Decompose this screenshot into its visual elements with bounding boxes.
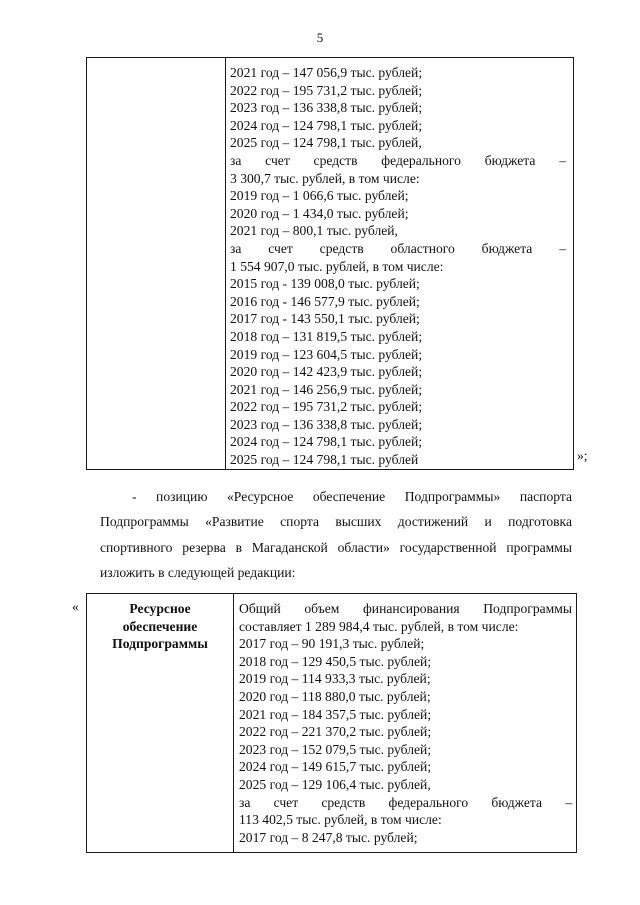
funding-line: 2017 год – 90 191,3 тыс. рублей; (239, 636, 425, 652)
column-divider (225, 58, 226, 469)
row-header (91, 600, 229, 653)
funding-line: 2023 год – 152 079,5 тыс. рублей; (239, 741, 432, 757)
funding-line: 2025 год – 124 798,1 тыс. рублей (230, 452, 419, 468)
row-header-line: обеспечение (122, 618, 198, 634)
funding-line: 2021 год – 147 056,9 тыс. рублей; (230, 65, 423, 80)
funding-line: 2015 год - 139 008,0 тыс. рублей; (230, 276, 420, 292)
funding-line: Общий объем финансирования Подпрограммы (239, 601, 572, 616)
funding-line: 2017 год – 8 247,8 тыс. рублей; (239, 829, 418, 845)
funding-line: 2022 год – 221 370,2 тыс. рублей; (239, 724, 432, 740)
funding-line: 2022 год – 195 731,2 тыс. рублей; (230, 399, 423, 415)
funding-line: за счет средств областного бюджета – (230, 240, 566, 256)
funding-line: 3 300,7 тыс. рублей, в том числе: (230, 170, 420, 186)
page-number: 5 (316, 30, 324, 45)
funding-line: 2019 год – 114 933,3 тыс. рублей; (239, 671, 431, 687)
funding-line: 2018 год – 131 819,5 тыс. рублей; (230, 328, 423, 344)
opening-quote: « (72, 599, 79, 614)
funding-line: 2024 год – 124 798,1 тыс. рублей; (230, 117, 423, 133)
funding-line: 2022 год – 195 731,2 тыс. рублей; (230, 82, 423, 98)
funding-line: за счет средств федерального бюджета – (230, 152, 566, 168)
funding-line: 2024 год – 149 615,7 тыс. рублей; (239, 759, 432, 775)
funding-line: 1 554 907,0 тыс. рублей, в том числе: (230, 258, 444, 274)
funding-line: 2019 год – 1 066,6 тыс. рублей; (230, 188, 409, 204)
column-divider (233, 594, 234, 852)
funding-line: 2021 год – 184 357,5 тыс. рублей; (239, 706, 432, 722)
funding-line: 2021 год – 800,1 тыс. рублей, (230, 223, 398, 239)
row-header-line: Подпрограммы (112, 636, 208, 652)
funding-line: 2025 год – 124 798,1 тыс. рублей, (230, 135, 422, 151)
amendment-text: - позицию «Ресурсное обеспечение Подпрограммы» паспорта (132, 489, 572, 504)
funding-line: 2020 год – 1 434,0 тыс. рублей; (230, 205, 409, 221)
row-header-line: Ресурсное (129, 601, 191, 616)
funding-line: 2020 год – 142 423,9 тыс. рублей; (230, 364, 423, 380)
funding-line: за счет средств федерального бюджета – (239, 794, 572, 810)
funding-line: 2016 год - 146 577,9 тыс. рублей; (230, 293, 420, 309)
funding-line: составляет 1 289 984,4 тыс. рублей, в том числе: (239, 618, 519, 634)
funding-cell (230, 64, 566, 469)
funding-line: 2020 год – 118 880,0 тыс. рублей; (239, 688, 431, 704)
funding-line: 2018 год – 129 450,5 тыс. рублей; (239, 653, 432, 669)
funding-table-continued (86, 57, 574, 470)
funding-line: 2023 год – 136 338,8 тыс. рублей; (230, 416, 423, 432)
amendment-paragraph-line: изложить в следующей редакции: (100, 565, 296, 580)
amendment-paragraph-line: Подпрограммы «Развитие спорта высших достижений и подготовка (100, 514, 572, 529)
resource-provision-table (86, 593, 577, 853)
amendment-paragraph-line (100, 488, 572, 506)
funding-line: 113 402,5 тыс. рублей, в том числе: (239, 812, 442, 828)
funding-line: 2024 год – 124 798,1 тыс. рублей; (230, 434, 423, 450)
funding-line: 2019 год – 123 604,5 тыс. рублей; (230, 346, 423, 362)
amendment-paragraph-line: спортивного резерва в Магаданской области» государственной программы (100, 540, 572, 555)
funding-line: 2023 год – 136 338,8 тыс. рублей; (230, 100, 423, 116)
closing-quote: »; (577, 448, 588, 463)
funding-line: 2017 год - 143 550,1 тыс. рублей; (230, 311, 420, 327)
funding-line: 2025 год – 129 106,4 тыс. рублей, (239, 776, 431, 792)
funding-line: 2021 год – 146 256,9 тыс. рублей; (230, 381, 423, 397)
funding-cell (239, 600, 572, 846)
